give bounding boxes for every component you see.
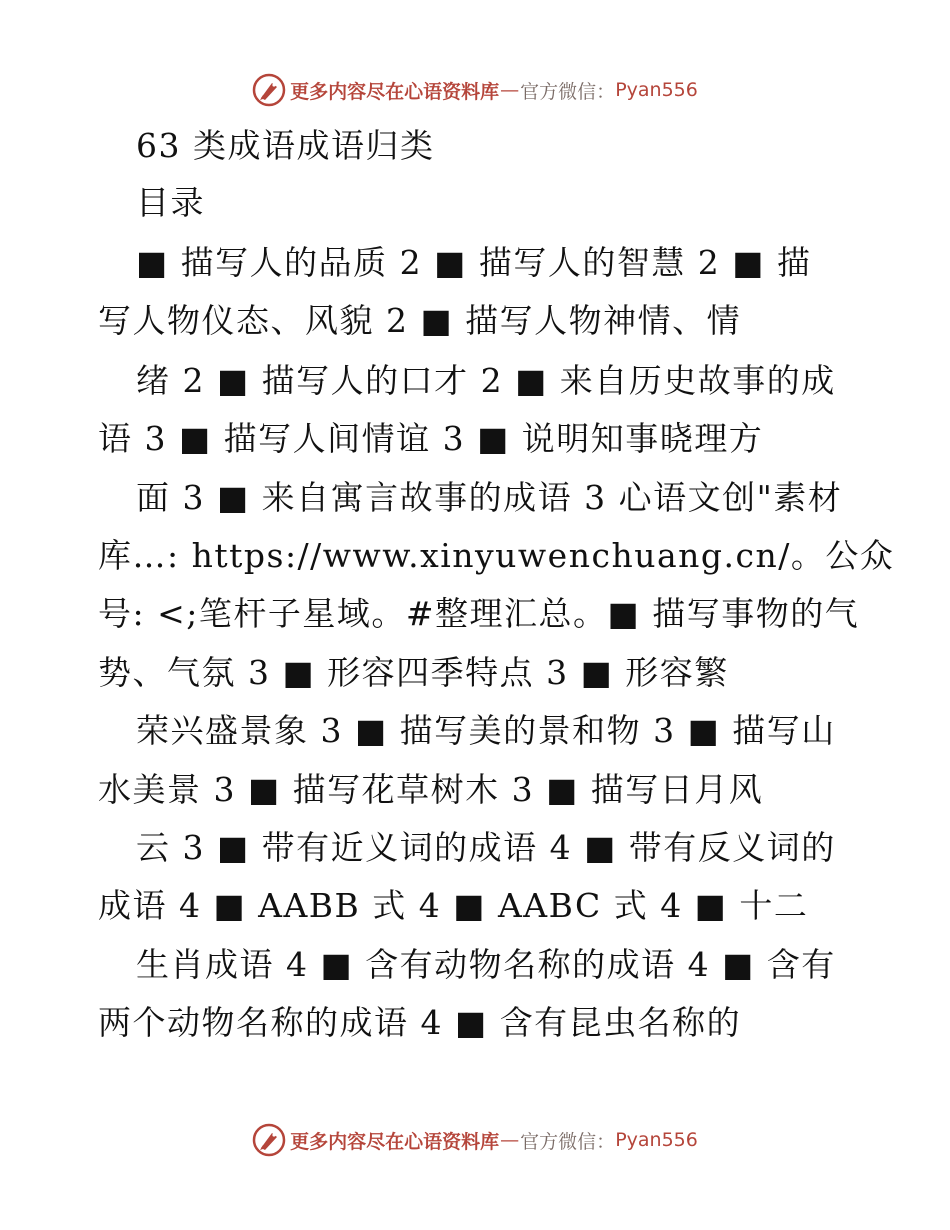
watermark-wechat-id: Pyan556 (615, 79, 698, 101)
toc-line: 语 3 ■ 描写人间情谊 3 ■ 说明知事晓理方 (98, 419, 764, 458)
toc-line: 号: <;笔杆子星域。#整理汇总。■ 描写事物的气 (98, 594, 860, 633)
header-watermark (0, 70, 950, 110)
watermark-suffix-text: 官方微信： (520, 1130, 616, 1153)
watermark-main-text: 更多内容尽在心语资料库 (290, 1130, 500, 1153)
toc-line: 库…: https://www.xinyuwenchuang.cn/。公众 (98, 536, 895, 575)
toc-line: 绪 2 ■ 描写人的口才 2 ■ 来自历史故事的成 (136, 361, 836, 400)
document-title: 63 类成语成语归类 (136, 126, 435, 165)
footer-watermark (0, 1120, 950, 1160)
toc-line: 荣兴盛景象 3 ■ 描写美的景和物 3 ■ 描写山 (136, 711, 836, 750)
toc-line: 成语 4 ■ AABB 式 4 ■ AABC 式 4 ■ 十二 (98, 886, 809, 925)
watermark-separator: — (500, 79, 520, 101)
watermark-main-text: 更多内容尽在心语资料库 (290, 80, 500, 103)
toc-line: 云 3 ■ 带有近义词的成语 4 ■ 带有反义词的 (136, 828, 836, 867)
watermark-suffix-text: 官方微信： (520, 80, 616, 103)
toc-line: 生肖成语 4 ■ 含有动物名称的成语 4 ■ 含有 (136, 945, 836, 984)
watermark-wechat-id: Pyan556 (615, 1129, 698, 1151)
toc-heading: 目录 (136, 183, 205, 222)
toc-line: 势、气氛 3 ■ 形容四季特点 3 ■ 形容繁 (98, 653, 729, 692)
toc-line: 两个动物名称的成语 4 ■ 含有昆虫名称的 (98, 1003, 742, 1042)
pen-nib-logo-icon (252, 1123, 286, 1157)
toc-line: 水美景 3 ■ 描写花草树木 3 ■ 描写日月风 (98, 770, 764, 809)
toc-line: 写人物仪态、风貌 2 ■ 描写人物神情、情 (98, 301, 742, 340)
watermark-separator: — (500, 1129, 520, 1151)
toc-line: 面 3 ■ 来自寓言故事的成语 3 心语文创"素材 (136, 478, 843, 517)
toc-line: ■ 描写人的品质 2 ■ 描写人的智慧 2 ■ 描 (136, 243, 812, 282)
pen-nib-logo-icon (252, 73, 286, 107)
